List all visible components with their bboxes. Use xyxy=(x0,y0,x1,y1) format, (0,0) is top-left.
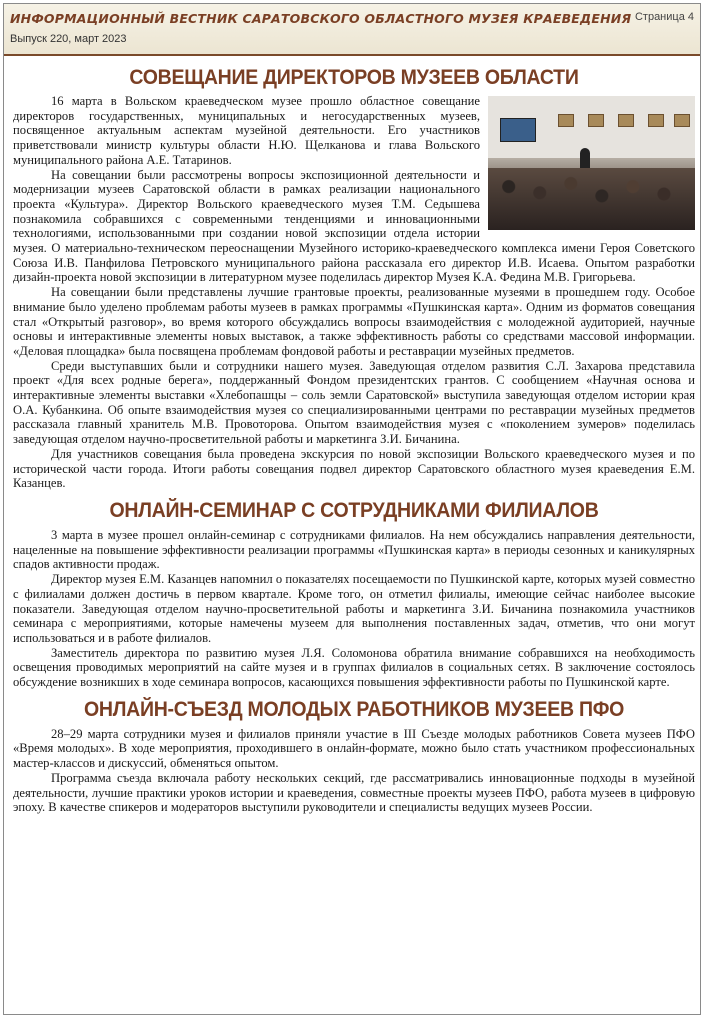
article-paragraph: Заместитель директора по развитию музея Л.Я. Соломонова обратила внимание собравшихся на необходимость освещения проводимых мероприятий на сайте музея и в группах филиалов в социальных сетях. В заключение состоялось обсуждение возникших в ходе семинара вопросов, касающихся повышения эффективности работы по Пушкинской карте. xyxy=(13,645,695,690)
article-paragraph: 3 марта в музее прошел онлайн-семинар с сотрудниками филиалов. На нем обсуждались направления деятельности, нацеленные на повышение эффективности реализации программы «Пушкинская карта» в периоды сезонных и каникулярных спадов активности продаж. xyxy=(13,527,695,572)
article-title: ОНЛАЙН-СЕМИНАР С СОТРУДНИКАМИ ФИЛИАЛОВ xyxy=(109,498,599,522)
article-paragraph: Для участников совещания была проведена экскурсия по новой экспозиции Вольского краеведческого музея и по исторической части города. Итоги работы совещания подвел директор Саратовского областного музея краеведения Е.М. Казанцев. xyxy=(13,446,695,491)
article-paragraph: Программа съезда включала работу нескольких секций, где рассматривались инновационные подходы в музейной деятельности, лучшие практики уроков истории и краеведения, совместные проекты музеев ПФО, работа музеев в цифровую эпоху. В качестве спикеров и модераторов выступили руководители и специалисты ведущих музеев России. xyxy=(13,770,695,815)
article-title: ОНЛАЙН-СЪЕЗД МОЛОДЫХ РАБОТНИКОВ МУЗЕЕВ ПФО xyxy=(83,697,625,721)
newsletter-page xyxy=(3,3,701,1015)
page-content xyxy=(4,66,700,815)
article-paragraph: 16 марта в Вольском краеведческом музее прошло областное совещание директоров государственных, муниципальных и негосударственных музеев, посвященное актуальным аспектам музейной деятельности. Его участников приветствовали министр культуры области Н.Ю. Щелканова и глава Вольского муниципального района А.Е. Татаринов. xyxy=(13,94,480,167)
newsletter-title: ИНФОРМАЦИОННЫЙ ВЕСТНИК САРАТОВСКОГО ОБЛАСТНОГО МУЗЕЯ КРАЕВЕДЕНИЯ xyxy=(10,11,632,26)
issue-info: Выпуск 220, март 2023 xyxy=(10,33,127,45)
article-paragraph: Директор музея Е.М. Казанцев напомнил о показателях посещаемости по Пушкинской карте, которых музей совместно с филиалами должен достичь в первом квартале. Кроме того, он отметил филиалы, имеющие сейчас наиболее высокие показатели. Заведующая отделом научно-просветительной работы и маркетинга З.И. Бичанина познакомила участников семинара с мероприятиями, которые намечены музеем для выполнения поставленных задач, отметив, что они могут использоваться и в работе филиалов. xyxy=(13,572,695,645)
article-paragraph: На совещании были рассмотрены вопросы экспозиционной деятельности и модернизации музеев Саратовской области в рамках реализации национального проекта «Культура». Директор Вольского краеведческого музея Т.М. Седышева познакомила собравшихся с современными тенденциями и инновационными технологиями, использованными при создании новой экспозиции отдела истории музея. О материально-техническом переоснащении Музейного историко-краеведческого комплекса имени Героя Советского Союза И.В. Панфилова Петровского муниципального района рассказала его директор И.В. Исаева. Опытом разработки дизайн-проекта новой экспозиции в литературном музее поделилась директор Музея К.А. Федина М.В. Григорьева. xyxy=(13,167,695,285)
article-paragraph: На совещании были представлены лучшие грантовые проекты, реализованные музеями в прошедшем году. Особое внимание было уделено проблемам работы музеев в рамках программы «Пушкинская карта». Одним из форматов совещания стал «Открытый разговор», во время которого обсуждались вопросы взаимодействия с молодежной аудиторией, научные основы и интерактивные элементы новых выставок, а также эффективность работы со средствами массовой информации. «Деловая площадка» была посвящена проблемам фондовой работы и реставрации музейных предметов. xyxy=(13,285,695,358)
meeting-photo xyxy=(488,96,695,230)
article-paragraph: 28–29 марта сотрудники музея и филиалов приняли участие в III Съезде молодых работников Совета музеев ПФО «Время молодых». В ходе мероприятия, проходившего в онлайн-формате, можно было стать участником профессиональных мастер-классов и дискуссий, обменяться опытом. xyxy=(13,726,695,771)
article-paragraph: Среди выступавших были и сотрудники нашего музея. Заведующая отделом развития С.Л. Захарова представила проект «Для всех родные берега», поддержанный Фондом президентских грантов. С сообщением «Научная основа и интерактивные элементы выставки «Хлебопашцы – соль земли Саратовской» выступила заведующая отделом истории края О.А. Кубанкина. Об опыте взаимодействия музея со специализированными центрами по реставрации музейных предметов рассказала главный хранитель М.В. Провоторова. Опытом взаимодействия музея с «поколением зумеров» поделилась заведующая отделом научно-просветительной работы и маркетинга З.И. Бичанина. xyxy=(13,358,695,447)
article-title: СОВЕЩАНИЕ ДИРЕКТОРОВ МУЗЕЕВ ОБЛАСТИ xyxy=(129,66,579,89)
page-number: Страница 4 xyxy=(634,11,694,23)
page-header xyxy=(4,4,700,56)
